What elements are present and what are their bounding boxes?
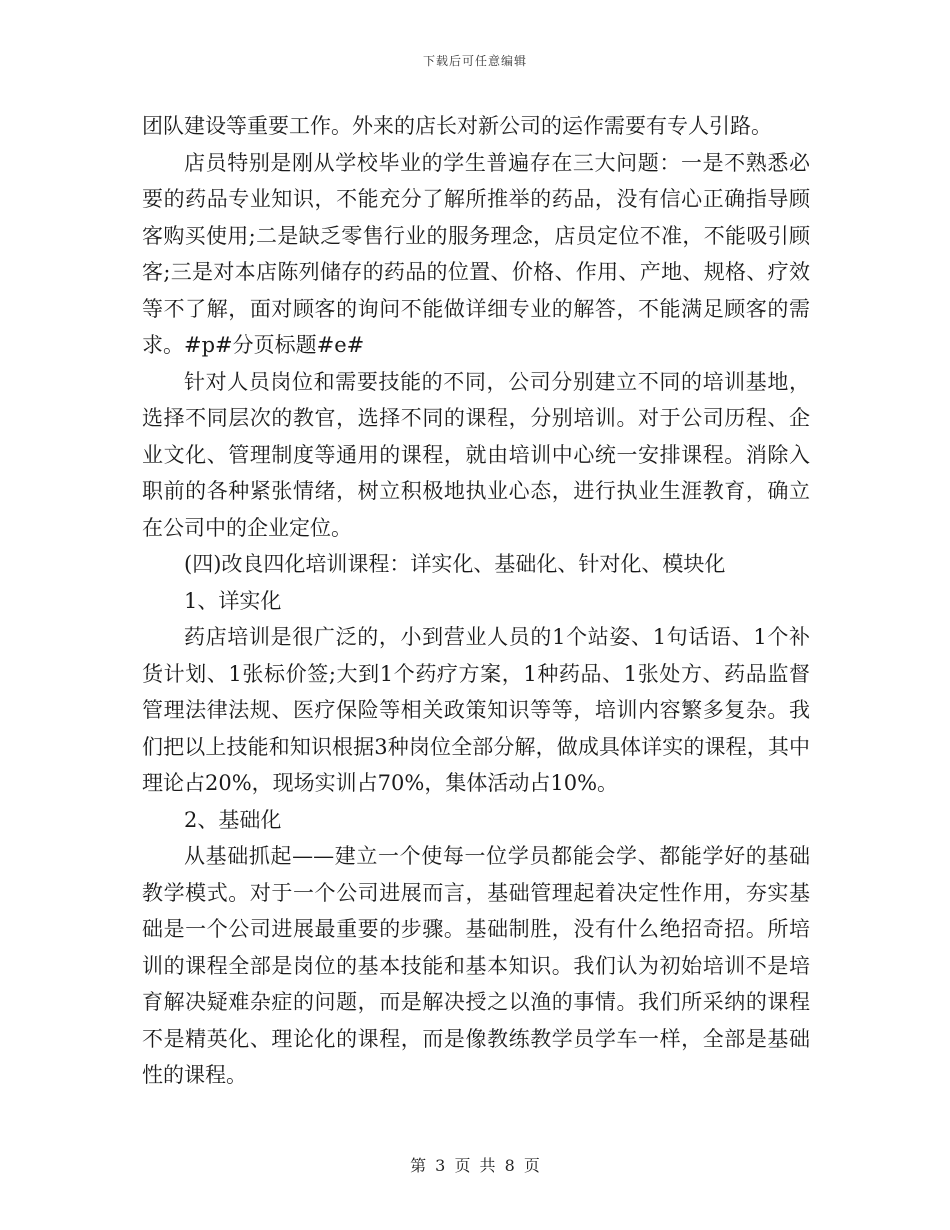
document-body [142,108,810,1094]
section-heading: (四)改良四化培训课程：详实化、基础化、针对化、模块化 [184,552,726,576]
paragraph: 针对人员岗位和需要技能的不同，公司分别建立不同的培训基地，选择不同层次的教官，选择不同的课程，分别培训。对于公司历程、企业文化、管理制度等通用的课程，就由培训中心统一安排课程。消除入职前的各种紧张情绪，树立积极地执业心态，进行执业生涯教育，确立在公司中的企业定位。 [142,369,810,540]
paragraph: 药店培训是很广泛的，小到营业人员的1个站姿、1句话语、1个补货计划、1张标价签;大到1个药疗方案，1种药品、1张处方、药品监督管理法律法规、医疗保险等相关政策知识等等，培训内容繁多复杂。我们把以上技能和知识根据3种岗位全部分解，做成具体详实的课程，其中理论占20%，现场实训占70%，集体活动占10%。 [142,625,810,795]
subsection-heading: 1、详实化 [184,588,282,613]
paragraph: 团队建设等重要工作。外来的店长对新公司的运作需要有专人引路。 [142,114,772,138]
subsection-heading: 2、基础化 [184,807,282,832]
paragraph: 从基础抓起——建立一个使每一位学员都能会学、都能学好的基础教学模式。对于一个公司进展而言，基础管理起着决定性作用，夯实基础是一个公司进展最重要的步骤。基础制胜，没有什么绝招奇招。所培训的课程全部是岗位的基本技能和基本知识。我们认为初始培训不是培育解决疑难杂症的问题，而是解决授之以渔的事情。我们所采纳的课程不是精英化、理论化的课程，而是像教练教学员学车一样，全部是基础性的课程。 [142,844,810,1087]
page-header: 下载后可任意编辑 [422,54,527,68]
page-footer: 第 3 页 共 8 页 [410,1156,540,1175]
paragraph: 店员特别是刚从学校毕业的学生普遍存在三大问题：一是不熟悉必要的药品专业知识，不能充分了解所推举的药品，没有信心正确指导顾客购买使用;二是缺乏零售行业的服务理念，店员定位不准，不能吸引顾客;三是对本店陈列储存的药品的位置、价格、作用、产地、规格、疗效等不了解，面对顾客的询问不能做详细专业的解答，不能满足顾客的需求。#p#分页标题#e# [142,150,810,357]
